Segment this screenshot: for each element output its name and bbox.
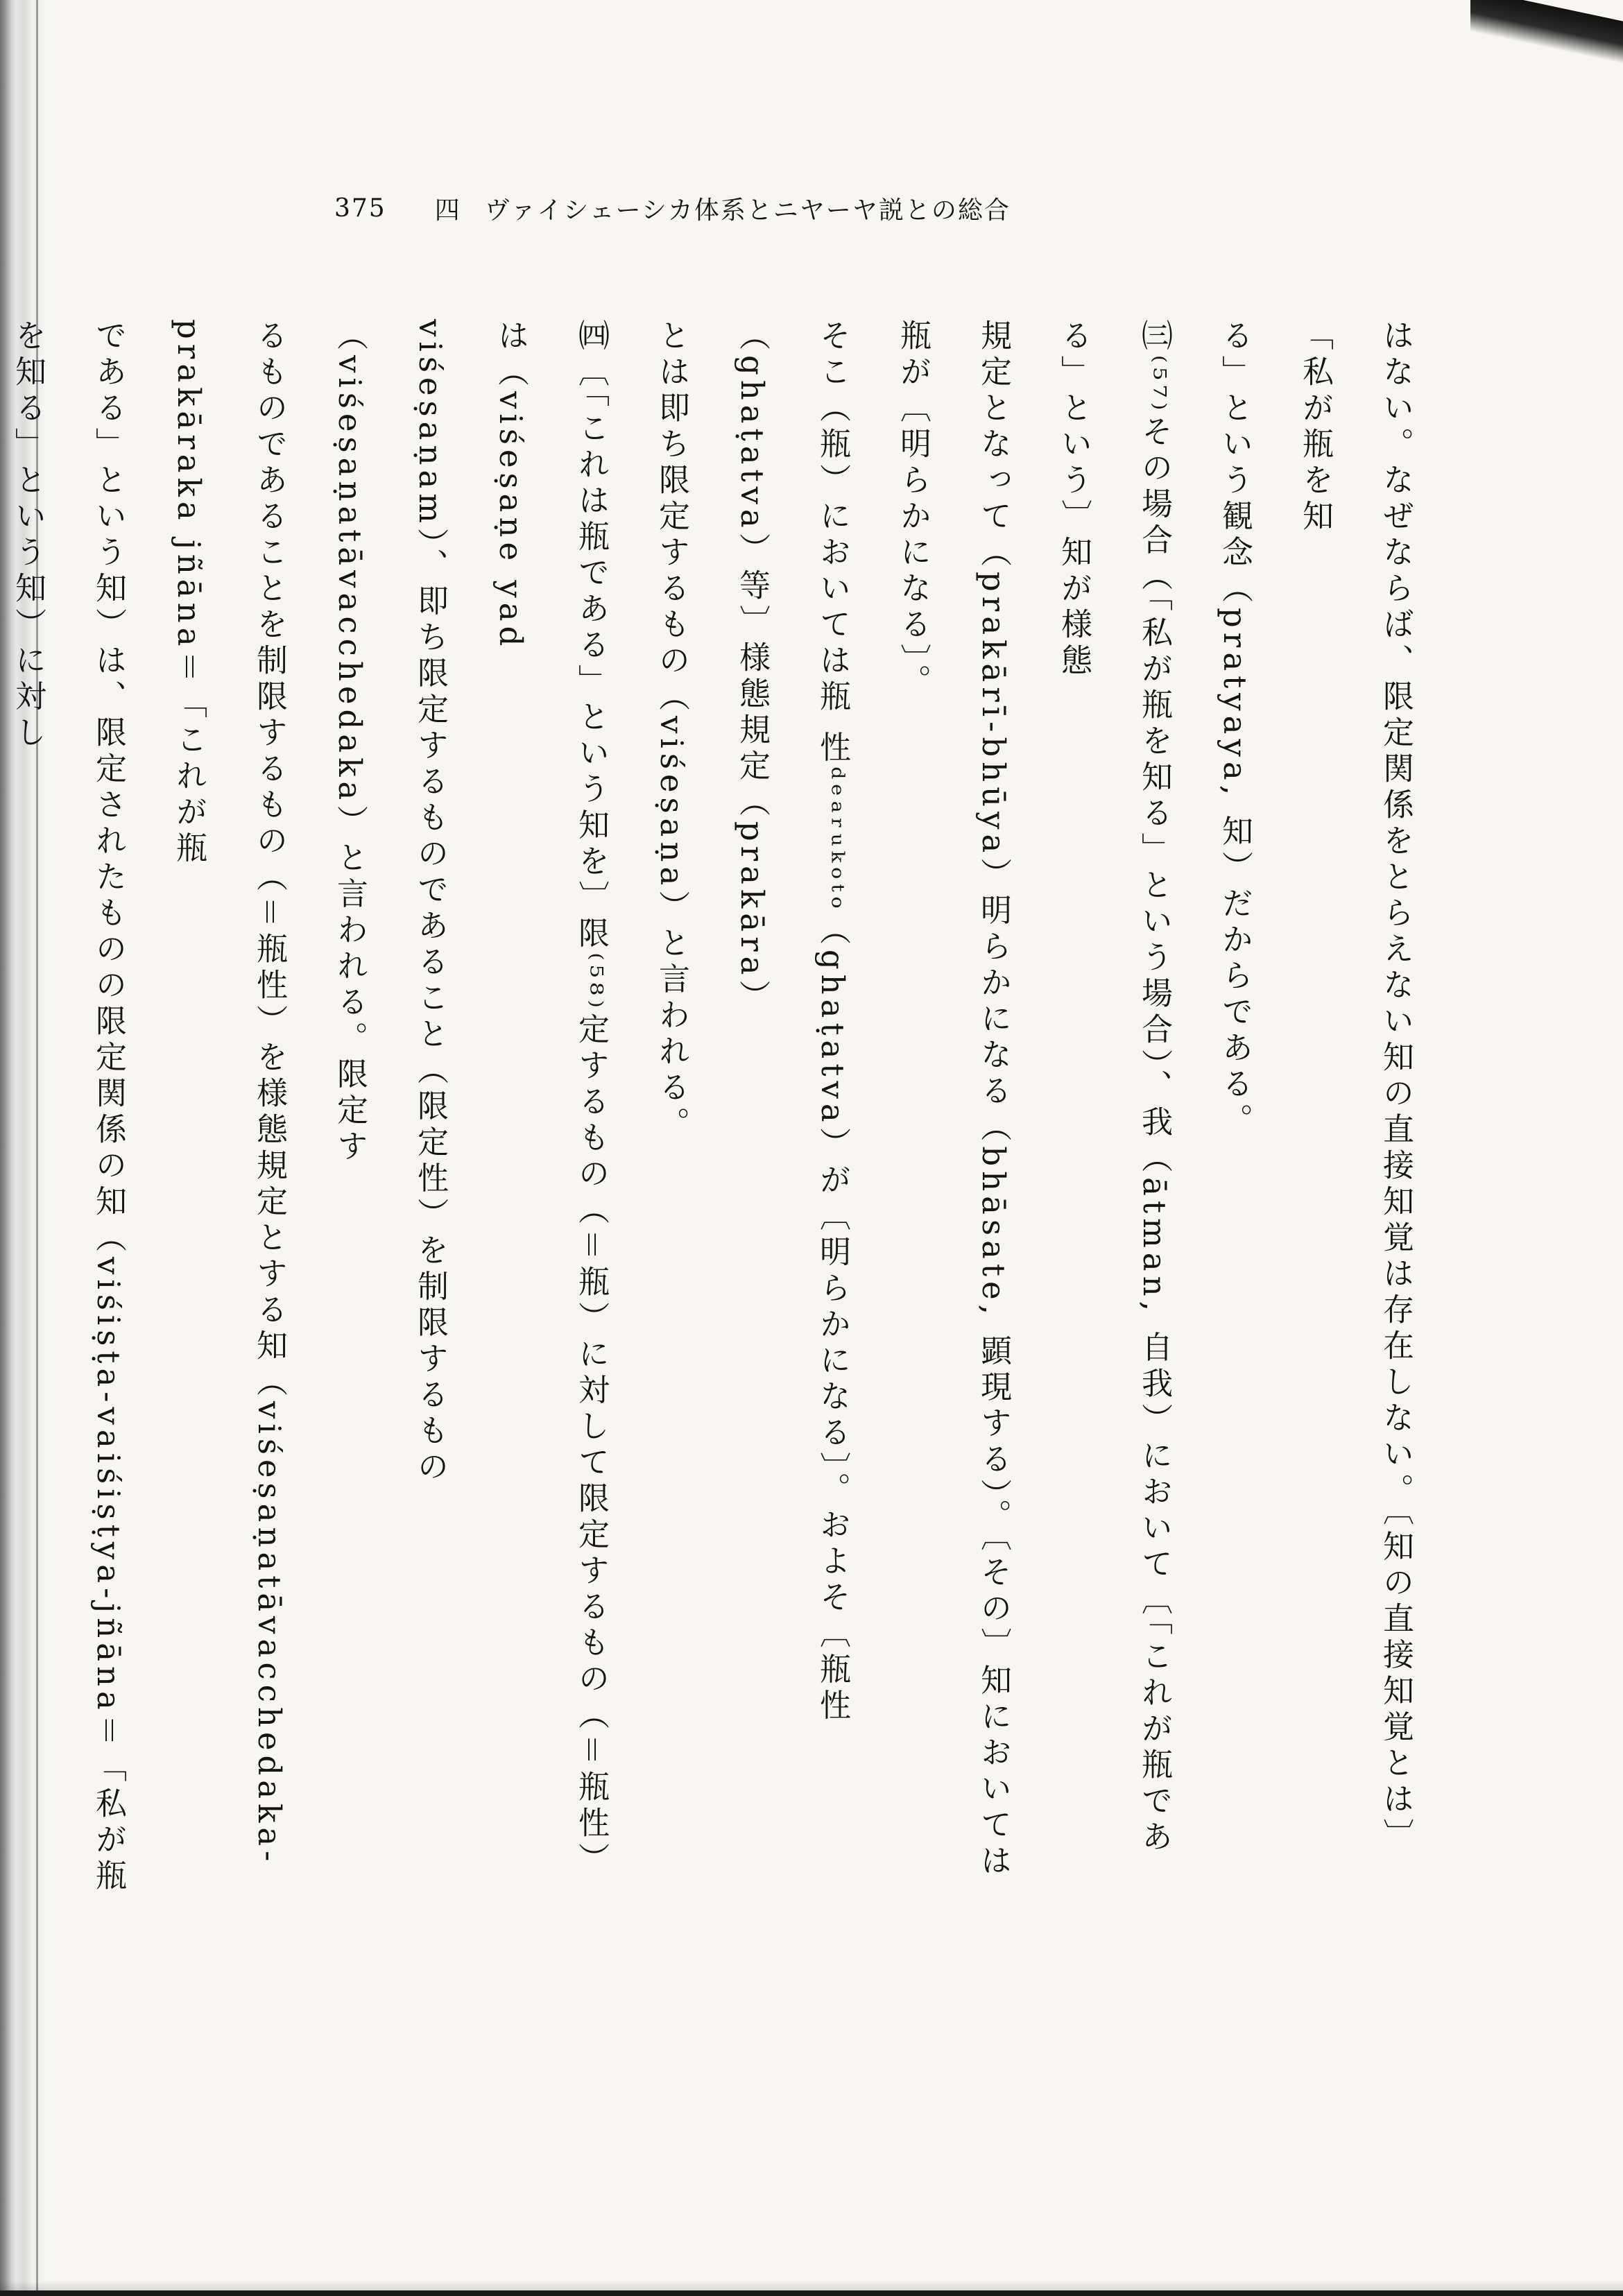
text-line: そこ（瓶）においては瓶 性ᵈᵉᵃʳᵘᵏᵒᵗᵒ（ghaṭatva）が〔明らかになる〕。およそ〔瓶性（ghaṭatva）等〕様態規定（prakāra） bbox=[734, 319, 851, 1725]
text-line: ㈢⁽⁵⁷⁾その場合（「私が瓶を知る」という場合）、我（ātman, 自我）において〔「これが瓶である」という〕知が様態 bbox=[1056, 319, 1173, 1856]
chapter-title: ヴァイシェーシカ体系とニヤーヤ説との総合 bbox=[484, 196, 1011, 225]
corner-fold bbox=[1470, 0, 1623, 104]
page-number: 375 bbox=[334, 194, 386, 223]
text-line: とは即ち限定するもの（viśeṣaṇa）と言われる。 bbox=[653, 319, 690, 1143]
chapter-number: 四 bbox=[434, 196, 461, 225]
vertical-text-body bbox=[10, 319, 1436, 1901]
bottom-band bbox=[0, 2290, 1623, 2296]
bottom-shadow bbox=[0, 2281, 1623, 2290]
text-line: る」という観念（pratyaya, 知）だからである。 bbox=[1217, 319, 1253, 1140]
running-header bbox=[334, 187, 1011, 229]
text-line: viśeṣaṇam）、即ち限定するものであること（限定性）を制限するもの（viśeṣaṇatāvacchedaka）と言われる。限定す bbox=[332, 319, 449, 1487]
text-line: はない。なぜならば、限定関係をとらえない知の直接知覚は存在しない。〔知の直接知覚とは〕「私が瓶を知 bbox=[1297, 319, 1414, 1855]
text-line: ㈣〔「これは瓶である」という知を〕限⁽⁵⁸⁾定するもの（＝瓶）に対して限定するもの（＝瓶性）は（viśeṣaṇe yad bbox=[492, 319, 610, 1878]
text-line: るものであることを制限するもの（＝瓶性）を様態規定とする知（viśeṣaṇatāvacchedaka-prakāraka jñāna＝「これが瓶 bbox=[171, 319, 288, 1867]
text-line: 規定となって（prakārī-bhūya）明らかになる（bhāsate, 顕現する）。〔その〕知においては瓶が〔明らかになる〕。 bbox=[895, 319, 1012, 1881]
text-line: である」という知）は、限定されたものの限定関係の知（viśiṣṭa-vaiśiṣṭya-jñāna＝「私が瓶を知る」という知）に対し bbox=[10, 319, 127, 1895]
